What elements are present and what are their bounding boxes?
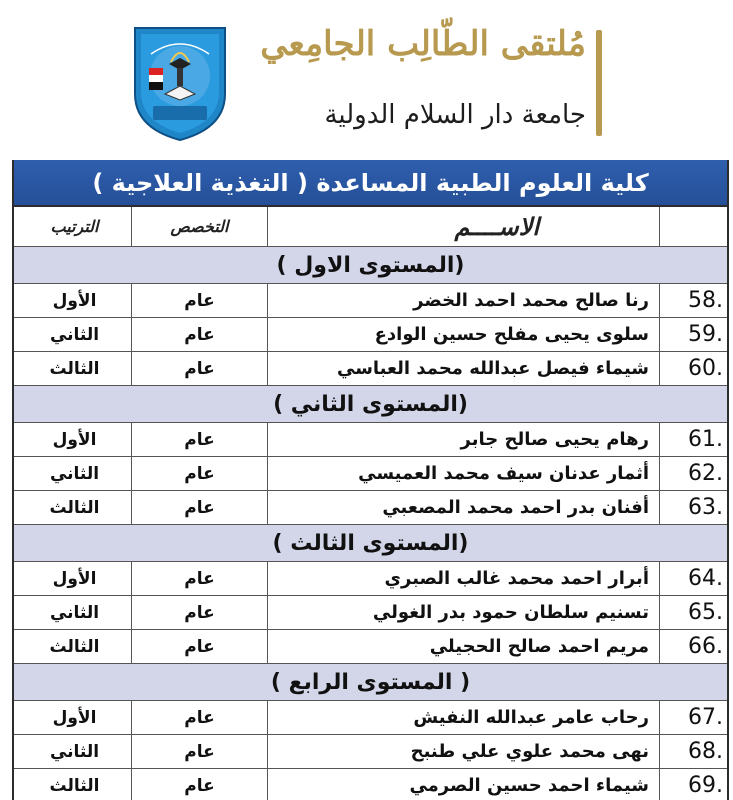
results-table [12,160,729,800]
university-logo [131,24,229,142]
student-name: شيماء احمد حسين الصرمي [267,769,659,800]
table-row [14,701,727,735]
rank: الأول [52,568,97,589]
row-number: 61. [659,423,727,456]
row-number: 66. [659,630,727,663]
table-row [14,491,727,525]
specialization: عام [131,630,267,663]
table-row [14,562,727,596]
shield-logo-icon [131,24,229,142]
table-row [14,423,727,457]
specialization: عام [131,423,267,456]
table-row [14,769,727,800]
student-name: أبرار احمد محمد غالب الصبري [267,562,659,595]
specialization: عام [131,284,267,317]
row-number: 58. [659,284,727,317]
table-row [14,318,727,352]
rank: الثاني [49,463,100,484]
rank: الثاني [49,324,100,345]
student-name: أفنان بدر احمد محمد المصعبي [267,491,659,524]
table-row [14,596,727,630]
student-name: مريم احمد صالح الحجيلي [267,630,659,663]
university-name: جامعة دار السلام الدولية [324,100,586,130]
header-divider [596,30,602,136]
row-number: 60. [659,352,727,385]
header-specialization: التخصص [131,207,267,246]
rank: الأول [52,290,97,311]
rank: الأول [52,429,97,450]
faculty-banner: كلية العلوم الطبية المساعدة ( التغذية العلاجية ) [14,160,727,207]
table-header-row [14,207,727,247]
specialization: عام [131,769,267,800]
level-heading-4: ( المستوى الرابع ) [14,664,727,701]
student-name: رحاب عامر عبدالله النفيش [267,701,659,734]
specialization: عام [131,735,267,768]
brand-title: مُلتقى الطّالِب الجامِعي [260,24,586,64]
specialization: عام [131,318,267,351]
rank: الأول [52,707,97,728]
table-row [14,630,727,664]
header-rank: الترتيب [50,217,99,236]
level-heading-2: (المستوى الثاني ) [14,386,727,423]
specialization: عام [131,491,267,524]
row-number: 68. [659,735,727,768]
page-header [0,0,733,160]
student-name: رهام يحيى صالح جابر [267,423,659,456]
student-name: أثمار عدنان سيف محمد العميسي [267,457,659,490]
student-name: سلوى يحيى مفلح حسين الوادع [267,318,659,351]
header-number-cell [659,207,727,246]
student-name: شيماء فيصل عبدالله محمد العباسي [267,352,659,385]
row-number: 63. [659,491,727,524]
specialization: عام [131,596,267,629]
rank: الثالث [49,497,100,518]
rank: الثالث [49,358,100,379]
specialization: عام [131,457,267,490]
table-row [14,284,727,318]
specialization: عام [131,352,267,385]
header-name: الاســــم [267,207,659,246]
rank: الثالث [49,775,100,796]
row-number: 64. [659,562,727,595]
specialization: عام [131,701,267,734]
table-row [14,457,727,491]
student-name: تسنيم سلطان حمود بدر الغولي [267,596,659,629]
row-number: 67. [659,701,727,734]
table-row [14,735,727,769]
specialization: عام [131,562,267,595]
level-heading-3: (المستوى الثالث ) [14,525,727,562]
row-number: 59. [659,318,727,351]
level-heading-1: (المستوى الاول ) [14,247,727,284]
rank: الثاني [49,741,100,762]
row-number: 69. [659,769,727,800]
student-name: رنا صالح محمد احمد الخضر [267,284,659,317]
student-name: نهى محمد علوي علي طنبح [267,735,659,768]
rank: الثالث [49,636,100,657]
row-number: 62. [659,457,727,490]
row-number: 65. [659,596,727,629]
table-row [14,352,727,386]
rank: الثاني [49,602,100,623]
